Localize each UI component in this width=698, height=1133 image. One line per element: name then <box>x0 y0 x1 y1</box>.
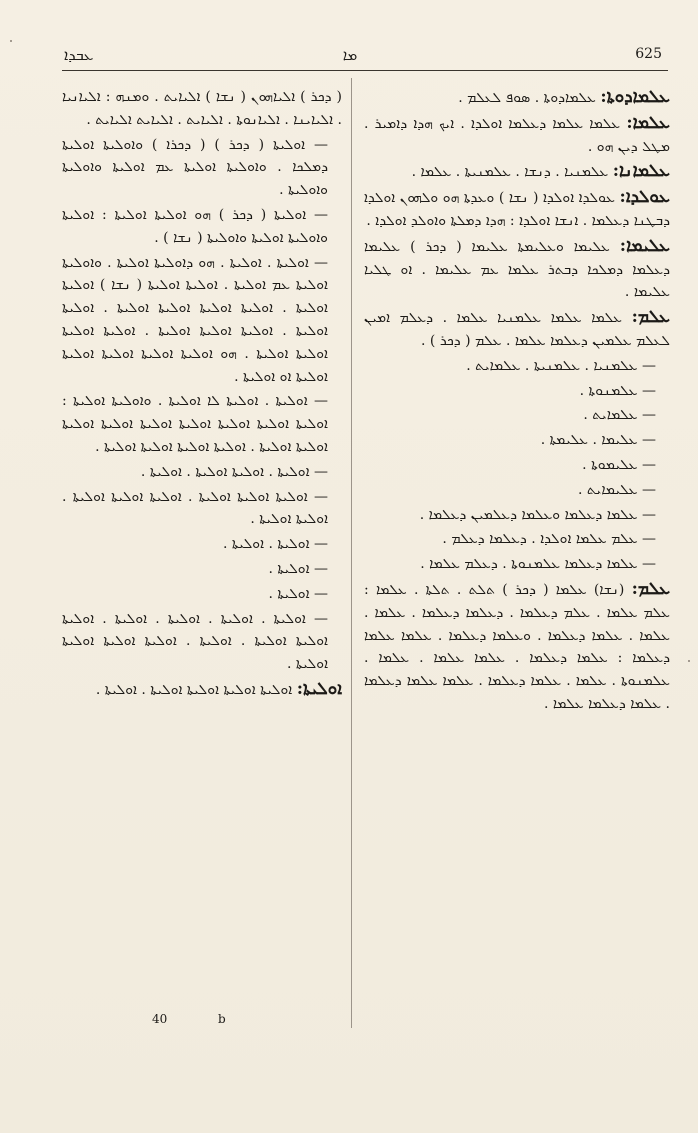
entry-headword: ܐܘܠܝܬܐ: <box>296 678 342 699</box>
running-head-center: ܡܐ <box>342 46 358 64</box>
entry-headword: ܥܠܡ: <box>631 307 670 328</box>
column-divider <box>351 78 352 1028</box>
entry-text: — ܥܠܡܐ ܕܥܠܡܐ ܥܠܡܢܘܬܐ . ܕܥܠܡ ܥܠܡܐ . <box>420 556 656 573</box>
header-rule <box>62 70 668 71</box>
dictionary-entry <box>364 429 670 452</box>
entry-text: ܥܠܡܢܝܐ . ܕܢܫܐ . ܥܠܡܢܝܬܐ . ܥܠܡܐ . <box>411 164 609 181</box>
entry-text: — ܐܘܠܝܬܐ . ܐܘܠܝܬܐ . <box>223 536 328 553</box>
entry-text: (ܢܫܐ) ܥܠܡܐ ( ܕܟܪ ) ܬܠܬ . ܬܠܬܐ . ܥܠܡܐ : ܥܠܡ ܥܠܡܐ . ܥܠܡ ܕܥܠܡܐ . ܕܥܠܡܐ ܕܥܠܡܐ . ܥܠܡܐ . ܥܠܡܐ . ܥܠܡܐ ܕܥܠܡܐ . ܘܥܠܡܐ ܕܥܠܡܐ . ܥܠܡܐ ܥܠܡܐ ܕܥܠܡܐ : ܥܠܡܐ ܕܥܠܡܐ . ܥܠܡܐ ܥܠܡܐ . ܥܠܡܐ . ܥܠܡܢܘܬܐ . ܥܠܡܐ . ܥܠܡܐ ܕܥܠܡܐ . ܥܠܡܐ ܥܠܡܐ ܕܥܠܡܐ . ܥܠܡܐ ܕܥܠܡܐ ܥܠܡܐ . <box>364 581 670 712</box>
entry-text: ( ܕܟܪ ) ܐܠܝܐܗܘܢ ( ܢܫܐ ) ܐܠܝܐܝܬ . ܘܡܢܗ : ܐܠܝܐܢܝܐ . ܐܠܝܐܝܢܐ . ܐܠܝܐܢܘܬܐ . ܐܠܝܐܝܬ . ܐܠܝܐܝܬ ܐܠܝܐܝܬ . <box>62 89 342 128</box>
entry-text: — ܐܘܠܝܬܐ ( ܕܟܪ ) ( ܕܟܪܐ ) ܘܐܘܠܝܬܐ ܐܘܠܝܬܐ ܕܡܠܟܐ . ܘܐܘܠܝܬܐ ܐܘܠܝܬܐ ܥܡ ܐܘܠܝܬܐ ܘܐܘܠܝܬܐ ܘܐܘܠܝܬܐ . <box>62 136 328 199</box>
dictionary-entry <box>364 112 670 159</box>
entry-text: ܥܘܠܕܐ ܐܘܠܕܐ ( ܢܫܐ ) ܘܥܕܬܐ ܗܘ ܘܠܗܘܢ ܐܘܠܕܐ ܕܒܛܢܐ ܕܥܠܡܐ . ܐܢܫܐ ܐܘܠܕܐ : ܗܕܐ ܕܡܠܬܐ ܘܐܘܠܕ ܐܘܠܕܐ . <box>364 190 670 229</box>
entry-text: — ܐܘܠܝܬܐ . <box>268 560 328 577</box>
entry-text: — ܥܠܝܡܐܝܬ . <box>577 481 656 498</box>
dictionary-entry <box>62 558 342 581</box>
dictionary-entry <box>364 504 670 527</box>
entry-headword: ܥܘܠܕܐ: <box>619 187 670 208</box>
entry-text: ܥܠܡܐ ܥܠܡܐ ܥܠܡܢܝܐ ܥܠܡܐ . ܕܥܠܡ ܐܡܝܢ ܠܥܠܡ ܥܠܡܝܢ ܕܥܠܡܐ ܥܠܡܐ . ܥܠܡ ( ܕܟܪ ) . <box>364 310 670 349</box>
dictionary-entry <box>62 461 342 484</box>
dictionary-entry <box>364 355 670 378</box>
entry-text: — ܥܠܝܡܐ . ܥܠܝܡܬܐ . <box>540 432 656 449</box>
dictionary-entry <box>364 578 670 716</box>
left-column <box>62 86 342 704</box>
entry-text: ܐܘܠܝܬܐ ܐܘܠܝܬܐ ܐܘܠܝܬܐ ܐܘܠܝܬܐ . ܐܘܠܝܬܐ . <box>95 681 293 698</box>
dictionary-entry <box>62 486 342 532</box>
dictionary-entry <box>62 134 342 202</box>
dictionary-entry <box>62 608 342 676</box>
dictionary-entry <box>62 86 342 132</box>
entry-headword: ܥܠܡ: <box>631 578 671 599</box>
dictionary-entry <box>62 583 342 606</box>
entry-headword: ܥܠܝܡܐ: <box>619 235 671 256</box>
entry-text: ܥܠܝܡܐ ܘܥܠܝܡܬܐ ܥܠܝܡܐ ( ܕܟܪ ) ܥܠܝܡܐ ܕܥܠܡܐ ܕܡܠܟܐ ܕܒܬܪ ܥܠܡܐ ܥܡ ܥܠܝܡܐ . ܐܘ ܛܠܝܐ ܥܠܝܡܐ . <box>364 238 670 301</box>
dictionary-entry <box>364 235 670 304</box>
entry-text: — ܐܘܠܝܬܐ ܐܘܠܝܬܐ ܐܘܠܝܬܐ . ܐܘܠܝܬܐ ܐܘܠܝܬܐ ܐܘܠܝܬܐ . ܐܘܠܝܬܐ ܐܘܠܝܬܐ . <box>62 488 328 528</box>
footer-number: 40 <box>152 1012 168 1026</box>
page-speck <box>688 660 690 662</box>
entry-headword: ܥܠܡܐܢܐ: <box>612 161 670 182</box>
dictionary-entry <box>62 204 342 250</box>
entry-text: — ܐܘܠܝܬܐ . ܐܘܠܝܬܐ . ܐܘܠܝܬܐ . ܐܘܠܝܬܐ . ܐܘܠܝܬܐ ܐܘܠܝܬܐ ܐܘܠܝܬܐ . ܐܘܠܝܬܐ . ܐܘܠܝܬܐ ܐܘܠܝܬܐ ܐܘܠܝܬܐ ܐܘܠܝܬܐ . <box>62 610 328 673</box>
dictionary-entry <box>364 380 670 403</box>
page-number: 625 <box>635 46 662 62</box>
entry-text: — ܐܘܠܝܬܐ . <box>268 585 328 602</box>
entry-text: — ܥܠܡܢܝܐ . ܥܠܡܢܝܬܐ . ܥܠܡܐܝܬ . <box>466 357 656 374</box>
dictionary-entry <box>364 404 670 427</box>
dictionary-entry <box>62 390 342 458</box>
dictionary-entry <box>62 252 342 389</box>
entry-text: — ܥܠܡ ܥܠܡܐ ܐܘܠܕܐ . ܕܥܠܡܐ ܕܥܠܡ . <box>442 531 656 548</box>
entry-text: — ܐܘܠܝܬܐ . ܐܘܠܝܬܐ . ܗܘ ܕܐܘܠܝܬܐ ܐܘܠܝܬܐ . ܘܐܘܠܝܬܐ ܐܘܠܝܬܐ ܥܡ ܐܘܠܝܬܐ . ܐܘܠܝܬܐ ܐܘܠܝܬܐ ( ܢܫܐ ) ܐܘܠܝܬܐ ܐܘܠܝܬܐ . ܐܘܠܝܬܐ ܐܘܠܝܬܐ ܐܘܠܝܬܐ ܐܘܠܝܬܐ . ܐܘܠܝܬܐ ܐܘܠܝܬܐ . ܐܘܠܝܬܐ ܐܘܠܝܬܐ ܐܘܠܝܬܐ . ܐܘܠܝܬܐ ܐܘܠܝܬܐ ܐܘܠܝܬܐ ܐܘܠܝܬܐ . ܗܘ ܐܘܠܝܬܐ ܐܘܠܝܬܐ ܐܘܠܝܬܐ ܐܘܠܝܬܐ ܐܘܠܝܬܐ ܐܘ ܐܘܠܝܬܐ . <box>62 254 328 385</box>
entry-text: — ܥܠܡܐܝܬ . <box>583 407 656 424</box>
page-speck <box>10 40 12 42</box>
dictionary-entry <box>364 528 670 551</box>
entry-headword: ܥܠܡܐ: <box>626 112 671 133</box>
dictionary-entry <box>364 479 670 502</box>
right-column <box>364 86 670 718</box>
dictionary-entry <box>364 306 670 353</box>
entry-text: ܥܠܡܐ ܥܠܡܐ ܕܥܠܡܐ ܐܘܠܕܐ . ܐܝܟ ܗܕܐ ܕܐܡܝܪ . ܡܛܠ ܕܝܢ ܗܘ . <box>364 115 670 155</box>
entry-text: — ܥܠܝܡܘܬܐ . <box>582 456 656 473</box>
dictionary-entry <box>364 553 670 576</box>
entry-headword: ܥܠܡܐܕܘܬܐ: <box>600 87 670 107</box>
entry-text: — ܐܘܠܝܬܐ ( ܕܟܪ ) ܗܘ ܐܘܠܝܬܐ ܐܘܠܝܬܐ : ܐܘܠܝܬܐ ܘܐܘܠܝܬܐ ܐܘܠܝܬܐ ܘܐܘܠܝܬܐ ( ܢܫܐ ) . <box>62 206 328 246</box>
running-head-left: ܥܒܕܐ <box>64 46 94 64</box>
dictionary-entry <box>364 186 670 233</box>
dictionary-entry <box>62 678 342 702</box>
footer-signature: b <box>218 1012 226 1026</box>
entry-text: ܥܠܡܐܕܘܬܐ . ܣܘܦ ܠܥܠܡ . <box>458 90 596 106</box>
entry-text: — ܥܠܡܐ ܕܥܠܡܐ ܘܥܠܡܐ ܕܥܠܡܝܢ ܕܥܠܡܐ . <box>419 506 656 523</box>
entry-text: — ܥܠܡܢܘܬܐ . <box>579 382 656 399</box>
dictionary-entry <box>364 454 670 477</box>
dictionary-entry <box>62 533 342 556</box>
dictionary-entry <box>364 160 670 184</box>
entry-text: — ܐܘܠܝܬܐ . ܐܘܠܝܬܐ ܠܐ ܐܘܠܝܬܐ . ܘܐܘܠܝܬܐ ܐܘܠܝܬܐ : ܐܘܠܝܬܐ ܐܘܠܝܬܐ ܐܘܠܝܬܐ ܐܘܠܝܬܐ ܐܘܠܝܬܐ ܐܘܠܝܬܐ ܐܘܠܝܬܐ ܐܘܠܝܬܐ ܐܘܠܝܬܐ . ܐܘܠܝܬܐ ܐܘܠܝܬܐ ܐܘܠܝܬܐ ܐܘܠܝܬܐ . <box>62 393 328 455</box>
entry-text: — ܐܘܠܝܬܐ . ܐܘܠܝܬܐ ܐܘܠܝܬܐ . ܐܘܠܝܬܐ . <box>140 463 328 480</box>
dictionary-entry <box>364 86 670 110</box>
